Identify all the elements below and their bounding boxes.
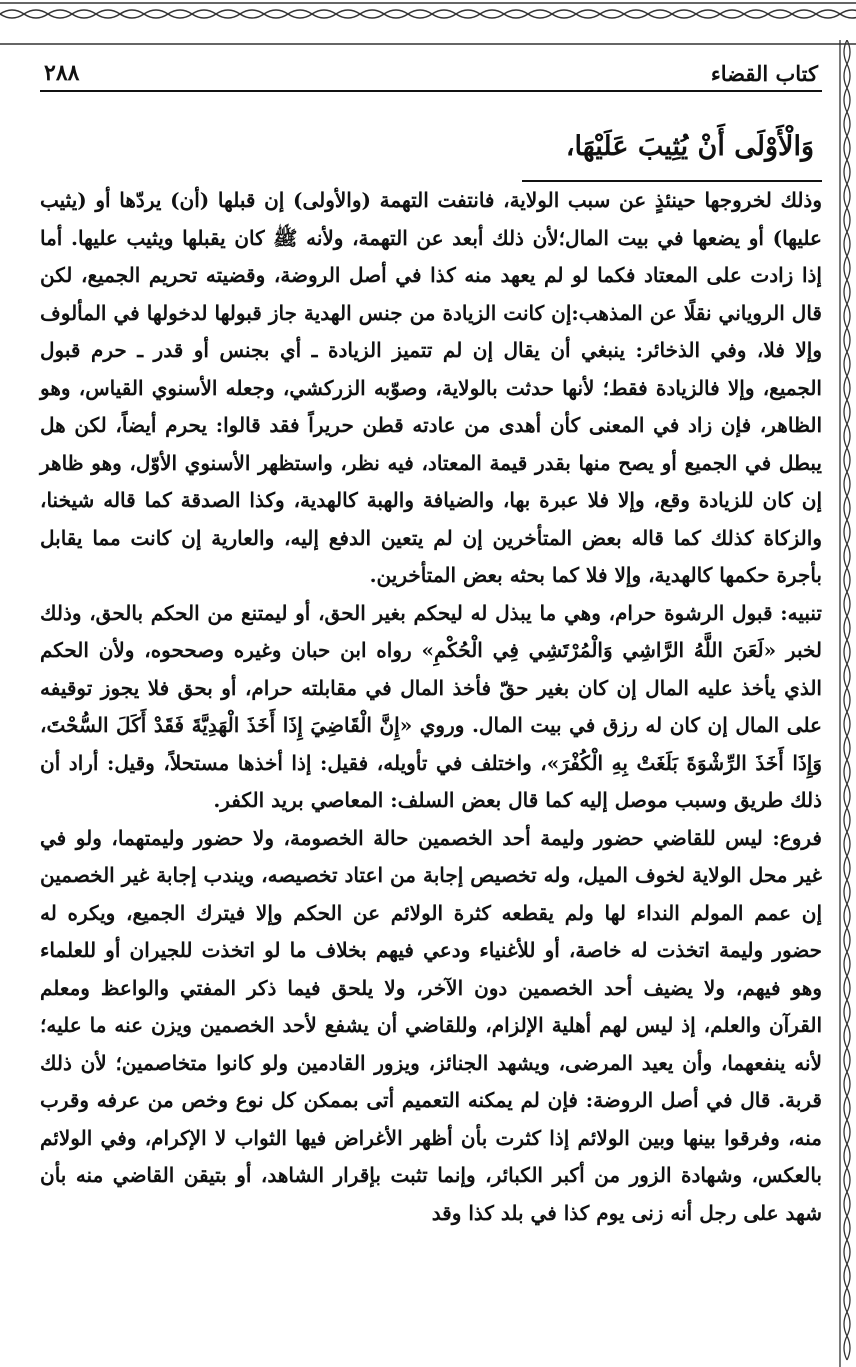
matn-text: وَالْأَوْلَى أَنْ يُثِيبَ عَلَيْهَا،: [565, 131, 814, 162]
page-number: ٢٨٨: [44, 60, 80, 86]
book-title: كتاب القضاء: [710, 61, 818, 86]
decorative-top-border: [0, 0, 856, 48]
running-header: [40, 52, 822, 92]
page-body: [40, 52, 822, 1352]
notice-paragraph: تنبيه: قبول الرشوة حرام، وهي ما يبذل له ليحكم بغير الحق، أو ليمتنع من الحكم بالحق، وذلك لخبر «لَعَنَ اللَّهُ الرَّاشِي وَالْمُرْتَشِي فِي الْحُكْمِ» رواه ابن حبان وغيره وصححوه، ولأن الحكم الذي يأخذ عليه المال إن كان بغير حقّ فأخذ المال في مقابلته حرام، أو بحق فلا يجوز توقيفه على المال إن كان له رزق في بيت المال. وروي «إِنَّ الْقَاضِيَ إِذَا أَخَذَ الْهَدِيَّةَ فَقَدْ أَكَلَ السُّحْتَ، وَإِذَا أَخَذَ الرِّشْوَةَ بَلَغَتْ بِهِ الْكُفْرَ»، واختلف في تأويله، فقيل: إذا أخذها مستحلاً، وقيل: أراد أن ذلك طريق وسبب موصل إليه كما قال بعض السلف: المعاصي بريد الكفر.: [40, 600, 823, 812]
decorative-side-border: [838, 40, 856, 1367]
commentary-paragraph: وذلك لخروجها حينئذٍ عن سبب الولاية، فانتفت التهمة (والأولى) إن قبلها (أن) يردّها أو (يثيب عليها) أو يضعها في بيت المال؛لأن ذلك أبعد عن التهمة، ولأنه ﷺ كان يقبلها ويثيب عليها. أما إذا زادت على المعتاد فكما لو لم يعهد منه كذا في أصل الروضة، وقضيته تحريم الجميع، لكن قال الروياني نقلًا عن المذهب:إن كانت الزيادة من جنس الهدية جاز قبولها لدخولها في المألوف وإلا فلا، وفي الذخائر: ينبغي أن يقال إن لم تتميز الزيادة ـ أي بجنس أو قدر ـ حرم قبول الجميع، وإلا فالزيادة فقط؛ لأنها حدثت بالولاية، وصوّبه الزركشي، وجعله الأسنوي القياس، وهو الظاهر، فإن زاد في المعنى كأن أهدى من عادته قطن حريراً فقد قالوا: يحرم أيضاً، لكن هل يبطل في الجميع أو يصح منها بقدر قيمة المعتاد، فيه نظر، واستظهر الأسنوي الأوّل، وهو ظاهر إن كان للزيادة وقع، وإلا فلا عبرة بها، والضيافة والهبة كالهدية، وكذا الصدقة كما قاله شيخنا، والزكاة كذلك كما قاله بعض المتأخرين إن لم يتعين الدفع إليه، والعارية إن كانت مما يقابل بأجرة حكمها كالهدية، وإلا فلا كما بحثه بعض المتأخرين.: [40, 188, 823, 587]
branches-paragraph: فروع: ليس للقاضي حضور وليمة أحد الخصمين حالة الخصومة، ولا حضور وليمتهما، ولو في غير محل الولاية لخوف الميل، وله تخصيص إجابة من اعتاد تخصيصه، ويندب إجابة غير الخصمين إن عمم المولم النداء لها ولم يقطعه كثرة الولائم عن الحكم وإلا فيترك الجميع، ويكره له حضور وليمة اتخذت له خاصة، أو للأغنياء ودعي فيهم بخلاف ما لو اتخذت للجيران أو للعلماء وهو فيهم، ولا يضيف أحد الخصمين دون الآخر، ولا يلحق فيما ذكر المفتي والواعظ ومعلم القرآن والعلم، إذ ليس لهم أهلية الإلزام، وللقاضي أن يشفع لأحد الخصمين ويزن عنه ما عليه؛ لأنه ينفعهما، وأن يعيد المرضى، ويشهد الجنائز، ويزور القادمين ولو كانوا متخاصمين؛ لأن ذلك قربة. قال في أصل الروضة: فإن لم يمكنه التعميم أتى بممكن كل نوع وخص من عرفه وقرب منه، وفرقوا بينها وبين الولائم إذا كثرت بأن أظهر الأغراض فيها الثواب لا الإكرام، وفي الولائم بالعكس، وشهادة الزور من أكبر الكبائر، وإنما تثبت بإقرار الشاهد، أو بتيقن القاضي منه بأن شهد على رجل أنه زنى يوم كذا في بلد كذا وقد: [40, 825, 822, 1225]
